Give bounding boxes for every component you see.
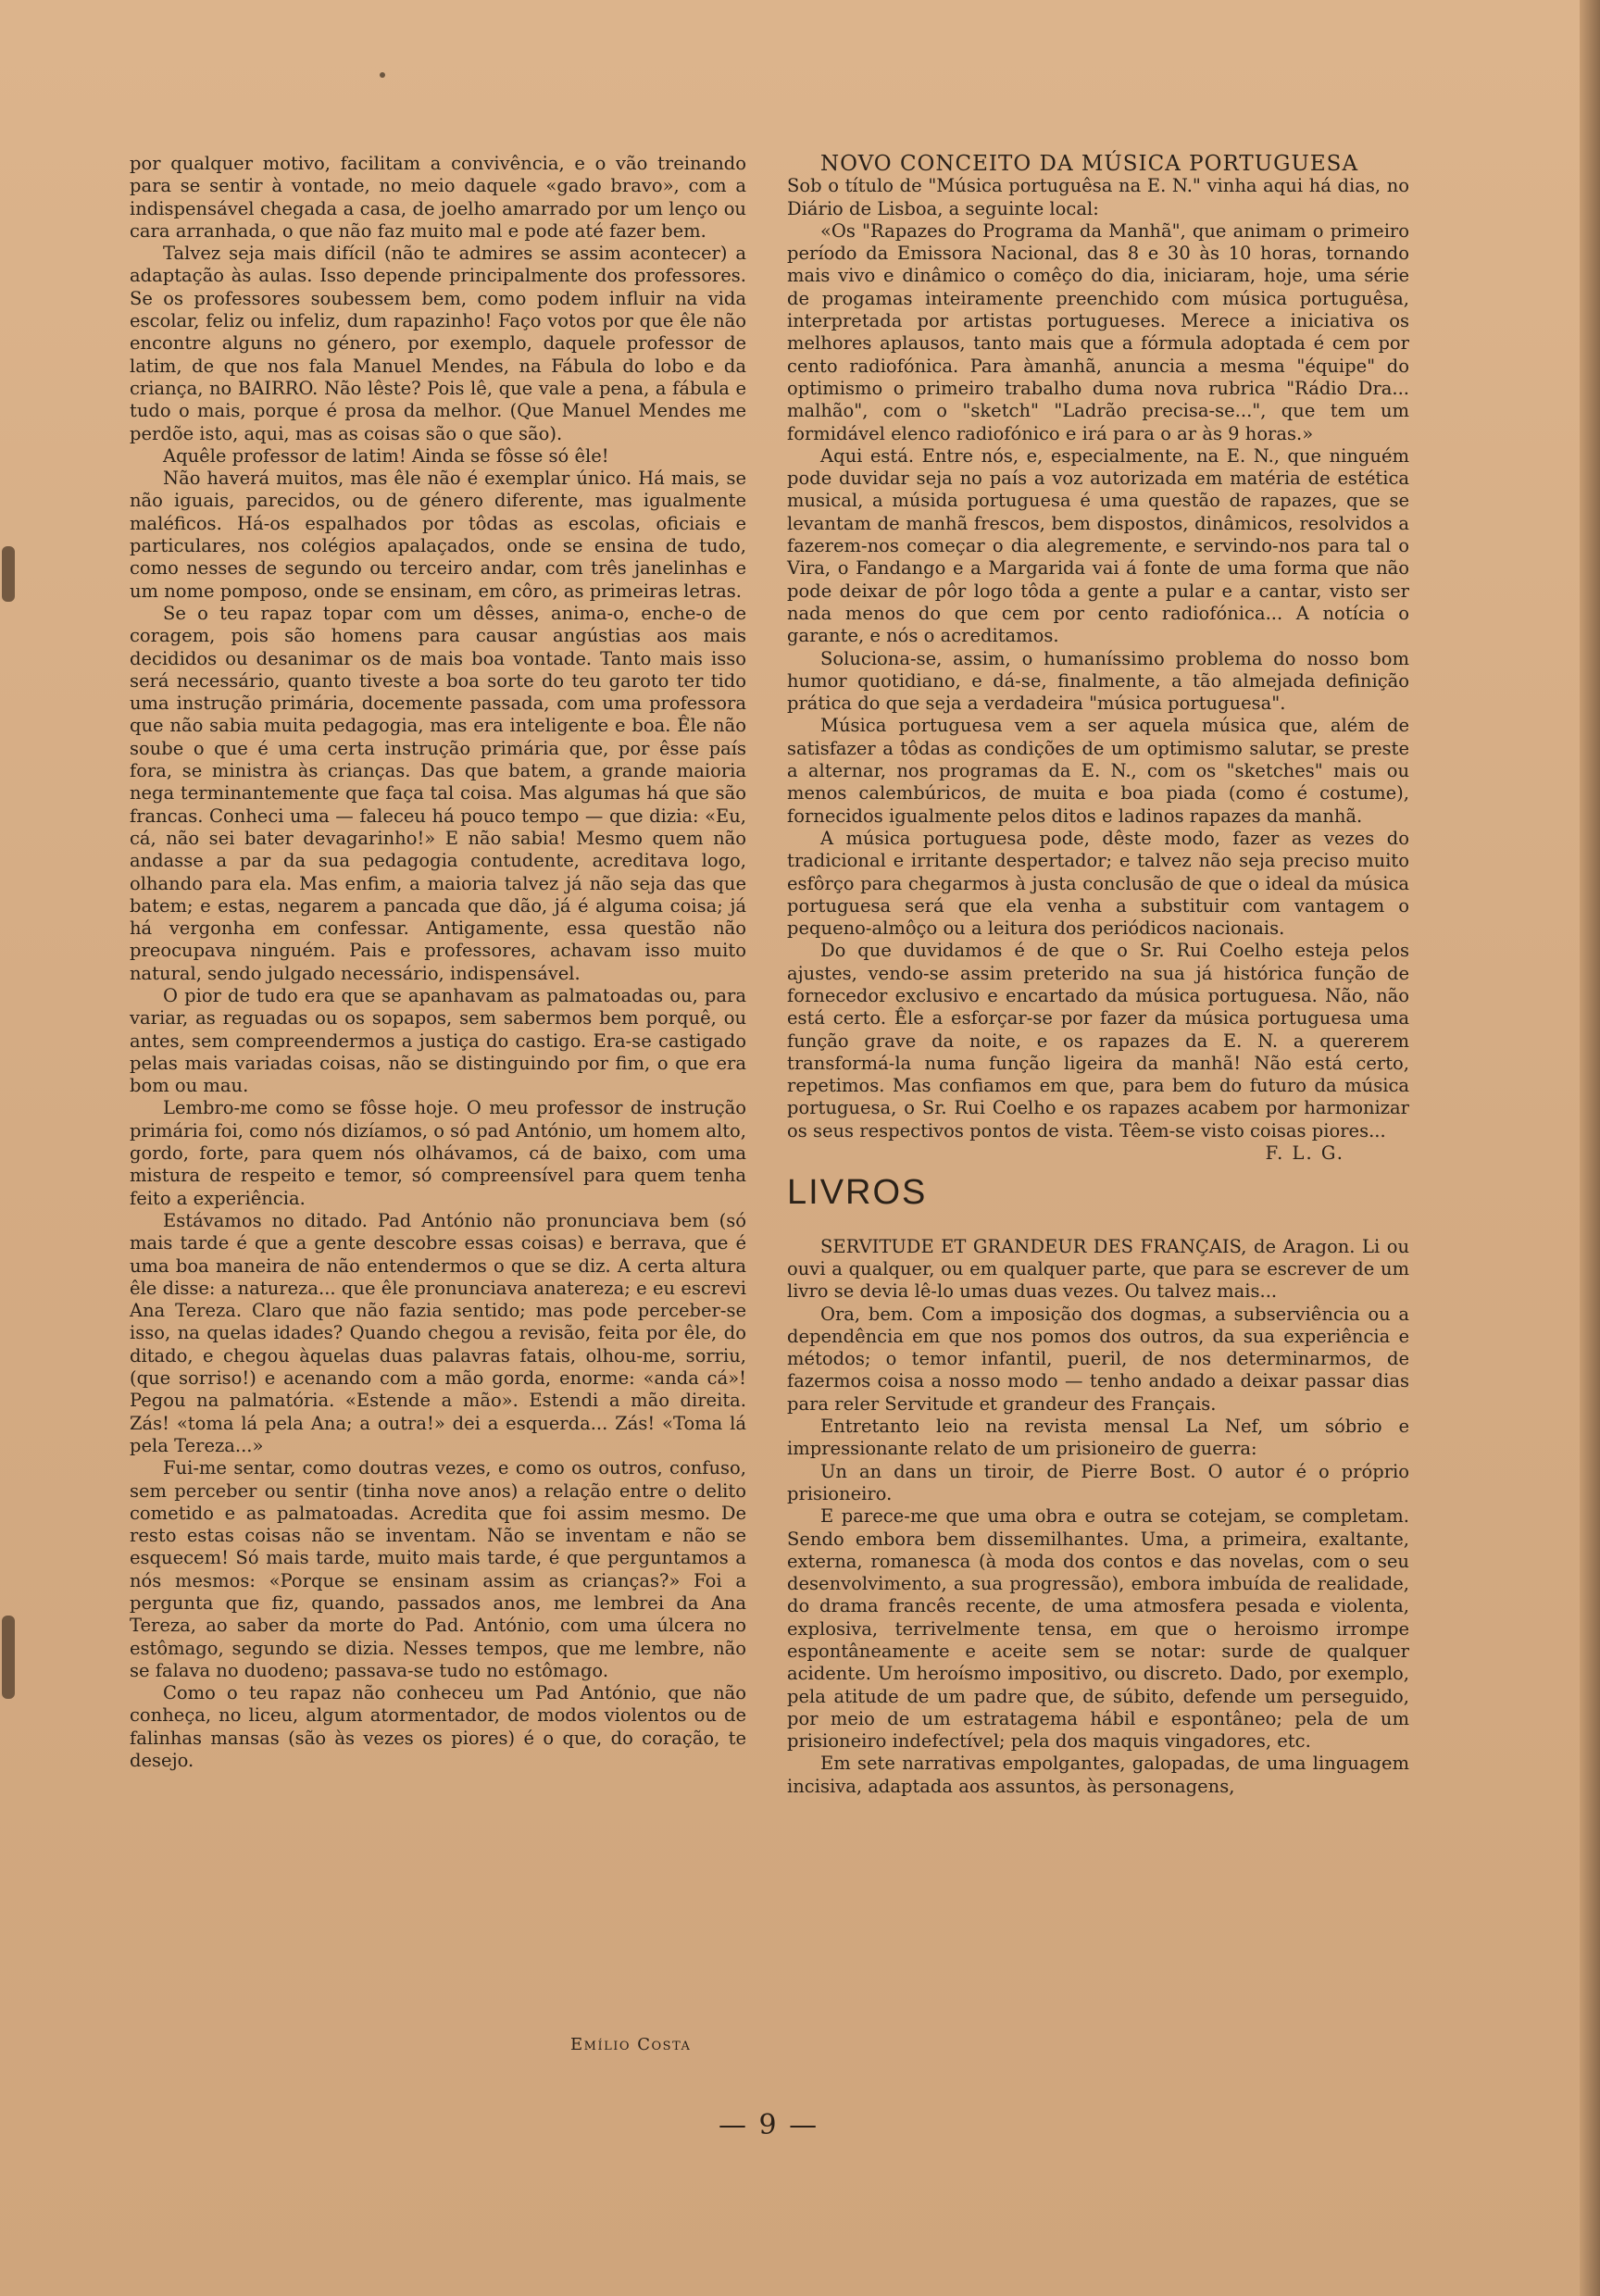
paragraph: Talvez seja mais difícil (não te admires se assim acontecer) a adaptação às aulas. Isso depende principalmente dos professores. Se os professores soubessem bem, como podem influir na vida escolar, feliz ou infeliz, dum rapazinho! Faço votos por que êle não encontre alguns no género, por exemplo, daquele professor de latim, de que nos fala Manuel Mendes, na Fábula do lobo e da criança, no BAIRRO. Não lêste? Pois lê, que vale a pena, a fábula e tudo o mais, porque é prosa da melhor. (Que Manuel Mendes me perdõe isto, aqui, mas as coisas são o que são). bbox=[130, 243, 746, 444]
paragraph: A música portuguesa pode, dêste modo, fazer as vezes do tradicional e irritante despertador; e talvez não seja preciso muito esfôrço para chegarmos à justa conclusão de que o ideal da música portuguesa será que ela venha a substituir com vantagem o pequeno-almôço ou a leitura dos periódicos nacionais. bbox=[787, 827, 1409, 940]
paragraph: Não haverá muitos, mas êle não é exemplar único. Há mais, se não iguais, parecidos, ou de género diferente, mas igualmente maléficos. Há-os espalhados por tôdas as escolas, oficiais e particulares, nos colégios apalaçados, onde se ensina de tudo, como nesses de segundo ou terceiro andar, com três janelinhas e um nome pomposo, onde se ensinam, em côro, as primeiras letras. bbox=[130, 468, 746, 602]
paragraph: Como o teu rapaz não conheceu um Pad António, que não conheça, no liceu, algum atormentador, de modos violentos ou de falinhas mansas (são às vezes os piores) é o que, do coração, te desejo. bbox=[130, 1682, 746, 1772]
left-column bbox=[130, 153, 746, 1772]
paragraph: Em sete narrativas empolgantes, galopadas, de uma linguagem incisiva, adaptada aos assuntos, às personagens, bbox=[787, 1753, 1409, 1797]
paragraph: Música portuguesa vem a ser aquela música que, além de satisfazer a tôdas as condições de um optimismo salutar, se preste a alternar, nos programas da E. N., com os "sketches" mais ou menos calembúricos, de muita e boa piada (como é costume), fornecidos igualmente pelos ditos e ladinos rapazes da manhã. bbox=[787, 715, 1409, 827]
book-review-title bbox=[787, 1236, 1409, 1304]
paragraph: Sob o título de "Música portuguêsa na E. N." vinha aqui há dias, no Diário de Lisboa, a seguinte local: bbox=[787, 175, 1409, 219]
paragraph: Entretanto leio na revista mensal La Nef, um sóbrio e impressionante relato de um prisioneiro de guerra: bbox=[787, 1416, 1409, 1460]
section-title: NOVO CONCEITO DA MÚSICA PORTUGUESA bbox=[820, 152, 1359, 176]
book-title: SERVITUDE ET GRANDEUR DES FRANÇAIS, de Aragon. bbox=[820, 1235, 1356, 1257]
paragraph: Soluciona-se, assim, o humaníssimo problema do nosso bom humor quotidiano, e dá-se, finalmente, a tão almejada definição prática do que seja a verdadeira "música portuguesa". bbox=[787, 647, 1409, 715]
paragraph: «Os "Rapazes do Programa da Manhã", que animam o primeiro período da Emissora Nacional, das 8 e 30 às 10 horas, tornando mais vivo e dinâmico o comêço do dia, iniciaram, hoje, uma série de progamas inteiramente preenchido com música portuguêsa, interpretada por artistas portugueses. Merece a iniciativa os melhores aplausos, tanto mais que a fórmula adoptada é cem por cento radiofónica. Para àmanhã, anuncia a mesma "équipe" do optimismo o primeiro trabalho duma nova rubrica "Rádio Dra... malhão", com o "sketch" "Ladrão precisa-se...", que tem um formidável elenco radiofónico e irá para o ar às 9 horas.» bbox=[787, 219, 1409, 444]
paragraph: Do que duvidamos é de que o Sr. Rui Coelho esteja pelos ajustes, vendo-se assim preterido na sua já histórica função de fornecedor exclusivo e encartado da música portuguesa. Não, não está certo. Êle a esforçar-se por fazer da música portuguesa uma função grave da noite, e os rapazes da E. N. a quererem transformá-la numa função ligeira da manhã! Não está certo, repetimos. Mas confiamos em que, para bem do futuro da música portuguesa, o Sr. Rui Coelho e os rapazes acabem por harmonizar os seus respectivos pontos de vista. Têem-se visto coisas piores... bbox=[787, 940, 1409, 1142]
page-edge-shadow bbox=[1580, 0, 1600, 2296]
paragraph: Estávamos no ditado. Pad António não pronunciava bem (só mais tarde é que a gente descobre essas coisas) e berrava, que é uma boa maneira de não entendermos o que se diz. A certa altura êle disse: a natureza... que êle pronunciava anatereza; e eu escrevi Ana Tereza. Claro que não fazia sentido; mas pode perceber-se isso, na quelas idades? Quando chegou a revisão, feita por êle, do ditado, e chegou àquelas duas palavras fatais, olhou-me, sorriu,(que sorriso!) e acenando com a mão gorda, enorme: «anda cá»! Pegou na palmatória. «Estende a mão». Estendi a mão direita. Zás! «toma lá pela Ana; a outra!» dei a esquerda... Zás! «Toma lá pela Tereza...» bbox=[130, 1209, 746, 1456]
paragraph: Un an dans un tiroir, de Pierre Bost. O autor é o próprio prisioneiro. bbox=[787, 1460, 1409, 1504]
paragraph: Li ou ouvi a qualquer, ou em qualquer parte, que para se escrever de um livro se devia lê-lo umas duas vezes. Ou talvez mais... bbox=[787, 1235, 1410, 1303]
paragraph: E parece-me que uma obra e outra se cotejam, se completam. Sendo embora bem dissemilhantes. Uma, a primeira, exaltante, externa, romanesca (à moda dos contos e das novelas, com o seu desenvolvimento, a sua progressão), embora imbuída de realidade, do drama francês recente, de uma atmosfera pesada e violenta, explosiva, terrivelmente tensa, em que o heroismo irrompe espontâneamente e aceite sem se notar: surde de qualquer acidente. Um heroísmo impositivo, ou discreto. Dado, por exemplo, pela atitude de um padre que, de súbito, defende um perseguido, por meio de um estratagema hábil e espontâneo; pela de um prisioneiro indefectível; pela dos maquis vingadores, etc. bbox=[787, 1505, 1409, 1753]
paragraph: Aquêle professor de latim! Ainda se fôsse só êle! bbox=[163, 444, 609, 467]
paragraph: Ora, bem. Com a imposição dos dogmas, a subserviência ou a dependência em que nos pomos dos outros, da sua experiência e métodos; o temor infantil, pueril, de nos determinarmos, de fazermos coisa a nosso modo — tenho andado a deixar passar dias para reler Servitude et grandeur des Français. bbox=[787, 1303, 1409, 1415]
binding-mark bbox=[2, 546, 15, 602]
ink-dot bbox=[380, 72, 385, 78]
page-number: — 9 — bbox=[719, 2109, 819, 2141]
paragraph: Fui-me sentar, como doutras vezes, e como os outros, confuso, sem perceber ou sentir (tinha nove anos) a relação entre o delito cometido e as palmatoadas. Acredita que foi assim mesmo. De resto estas coisas não se inventam. Não se inventam e não se esquecem! Só mais tarde, muito mais tarde, é que perguntamos a nós mesmos: «Porque se ensinam assim as crianças?» Foi a pergunta que fiz, quando, passados anos, me lembrei da Ana Tereza, ao saber da morte do Pad. António, com uma úlcera no estômago, segundo se dizia. Nesses tempos, que me lembre, não se falava no duodeno; passava-se tudo no estômago. bbox=[130, 1457, 746, 1681]
paragraph: Se o teu rapaz topar com um dêsses, anima-o, enche-o de coragem, pois são homens para causar angústias aos mais decididos ou desanimar os de mais boa vontade. Tanto mais isso será necessário, quanto tiveste a boa sorte do teu garoto ter tido uma instrução primária, docemente passada, com uma professora que não sabia muita pedagogia, mas era inteligente e boa. Êle não soube o que é uma certa instrução primária que, por êsse país fora, se ministra às crianças. Das que batem, a grande maioria nega terminantemente que faça tal coisa. Mas algumas há que são francas. Conheci uma — faleceu há pouco tempo — que dizia: «Eu, cá, não sei bater devagarinho!» E não sabia! Mesmo quem não andasse a par da sua pedagogia contudente, acreditava logo, olhando para ela. Mas enfim, a maioria talvez já não seja das que batem; e estas, negarem a pancada que dão, já é alguma coisa; já há vergonha em confessar. Antigamente, essa questão não preocupava ninguém. Pais e professores, achavam isso muito natural, sendo julgado necessário, indispensável. bbox=[130, 602, 746, 984]
article-signature: F. L. G. bbox=[1265, 1142, 1344, 1165]
paragraph: Aqui está. Entre nós, e, especialmente, na E. N., que ninguém pode duvidar seja no país a voz autorizada em matéria de estética musical, a músida portuguesa é uma questão de rapazes, que se levantam de manhã frescos, bem dispostos, dinâmicos, resolvidos a fazerem-nos começar o dia alegremente, e servindo-nos para tal o Vira, o Fandango e a Margarida vai á fonte de uma forma que não pode deixar de pôr logo tôda a gente a pular e a cantar, visto ser nada menos do que cem por cento radiofónica... A notícia o garante, e nós o acreditamos. bbox=[787, 444, 1409, 647]
binding-mark bbox=[2, 1616, 15, 1699]
paragraph: O pior de tudo era que se apanhavam as palmatoadas ou, para variar, as reguadas ou os sopapos, sem sabermos bem porquê, ou antes, sem compreendermos a justiça do castigo. Era-se castigado pelas mais variadas coisas, não se distinguindo por fim, o que era bom ou mau. bbox=[130, 984, 746, 1097]
paragraph: Lembro-me como se fôsse hoje. O meu professor de instrução primária foi, como nós dizíamos, o só pad António, um homem alto, gordo, forte, para quem nós olhávamos, cá de baixo, com uma mistura de respeito e temor, só compreensível para quem tenha feito a experiência. bbox=[130, 1097, 746, 1209]
right-column bbox=[787, 153, 1409, 1798]
livros-heading: LIVROS bbox=[787, 1173, 928, 1213]
paragraph: por qualquer motivo, facilitam a convivência, e o vão treinando para se sentir à vontade, no meio daquele «gado bravo», com a indispensável chegada a casa, de joelho amarrado por um lenço ou cara arranhada, o que não faz muito mal e pode até fazer bem. bbox=[130, 153, 746, 242]
article-author: Emílio Costa bbox=[570, 2035, 692, 2054]
